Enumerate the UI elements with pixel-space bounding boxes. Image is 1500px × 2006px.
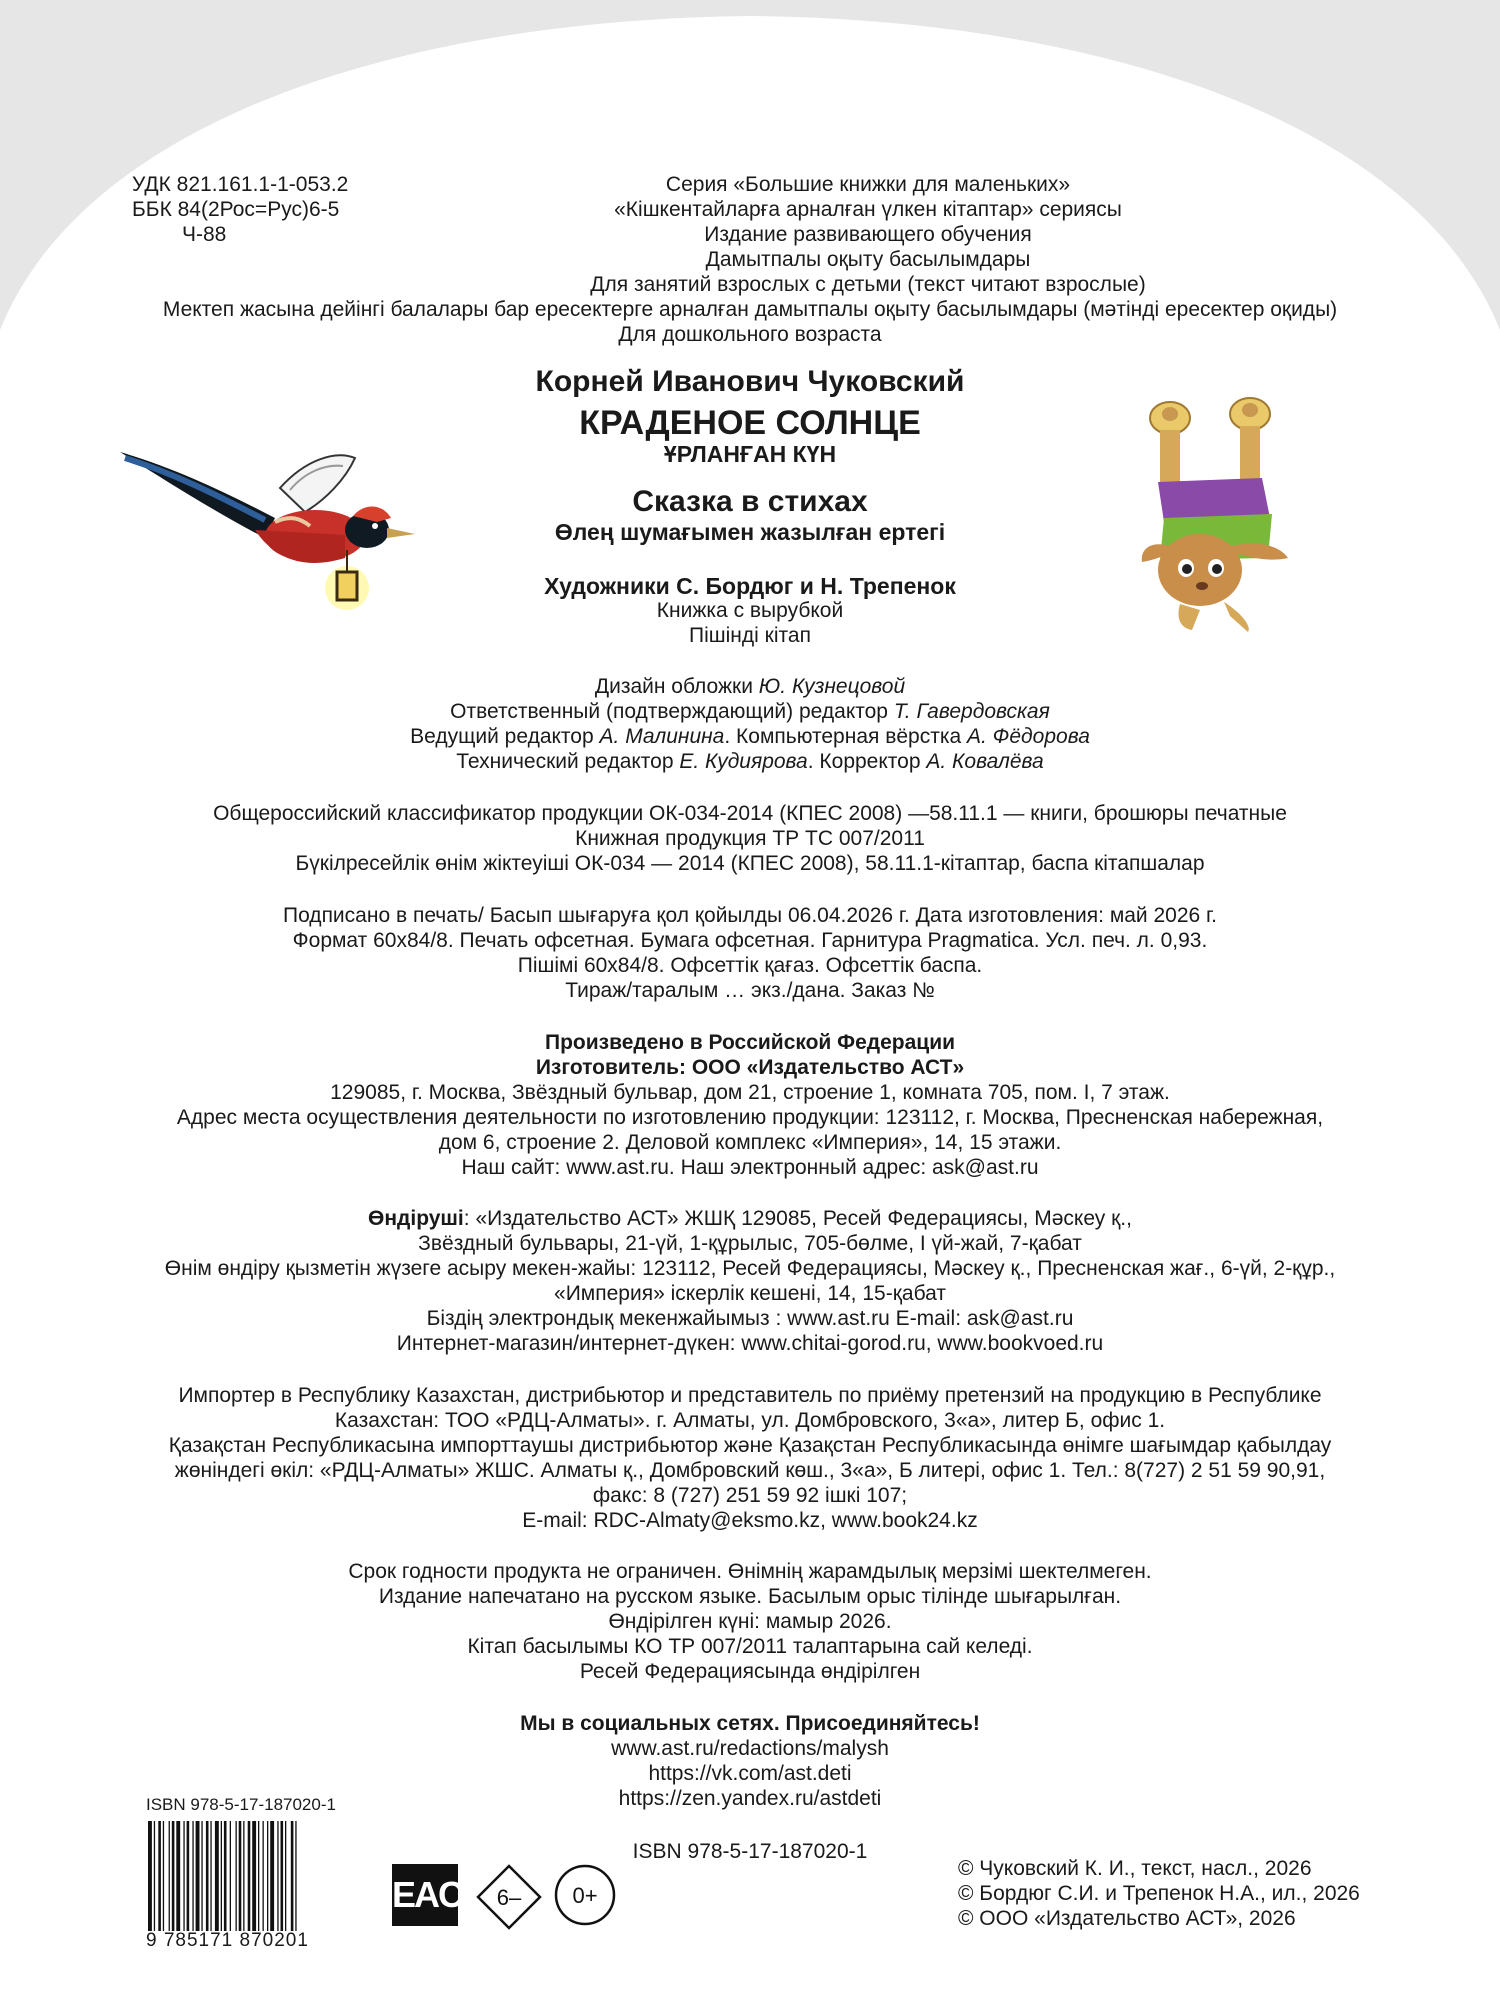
- series-line: Для дошкольного возраста: [618, 323, 882, 346]
- udk-code: УДК 821.161.1-1-053.2: [132, 173, 349, 196]
- age-circle-icon: [554, 1864, 616, 1926]
- series-line: Серия «Большие книжки для маленьких»: [665, 173, 1071, 196]
- credit-line: Дизайн обложки Ю. Кузнецовой: [594, 675, 906, 698]
- importer-line: E-mail: RDC-Almaty@eksmo.kz, www.book24.kz: [522, 1509, 978, 1532]
- copyright-line: © ООО «Издательство АСТ», 2026: [958, 1907, 1296, 1930]
- manufacturer-line: 129085, г. Москва, Звёздный бульвар, дом 21, строение 1, комната 705, пом. I, 7 этаж.: [330, 1081, 1170, 1104]
- book-title-kz: ҰРЛАНҒАН КҮН: [663, 441, 837, 467]
- print-line: Подписано в печать/ Басып шығаруға қол қойылды 06.04.2026 г. Дата изготовления: май 2026 г.: [283, 904, 1217, 927]
- author-mark: Ч-88: [182, 223, 227, 246]
- copyright-line: © Чуковский К. И., текст, насл., 2026: [958, 1857, 1312, 1880]
- shelf-line: Ресей Федерациясында өндірілген: [579, 1660, 921, 1683]
- manufacturer-name: Изготовитель: ООО «Издательство АСТ»: [535, 1056, 965, 1079]
- bbk-code: ББК 84(2Рос=Рус)6-5: [132, 198, 340, 221]
- format-kz: Пішінді кітап: [689, 624, 811, 647]
- series-line: «Кішкентайларға арналған үлкен кітаптар» сериясы: [614, 198, 1122, 221]
- barcode-digits: 9 785171 870201: [146, 1930, 309, 1951]
- series-line: Дамытпалы оқыту басылымдары: [705, 248, 1031, 271]
- age-mark-6: 6–: [496, 1885, 522, 1910]
- print-line: Тираж/таралым … экз./дана. Заказ №: [565, 979, 935, 1002]
- importer-line: жөніндегі өкіл: «РДЦ-Алматы» ЖШС. Алматы қ., Домбровский көш., 3«а», Б литері, офис 1. Тел.: 8(727) 2 51 59 90,91,: [174, 1459, 1326, 1482]
- barcode: [146, 1795, 350, 1951]
- classifier-line: Книжная продукция ТР ТС 007/2011: [575, 827, 925, 850]
- book-subtitle-kz: Өлең шумағымен жазылған ертегі: [554, 519, 946, 545]
- kz-maker-line: Өндіруші: «Издательство АСТ» ЖШҚ 129085, Ресей Федерациясы, Мәскеу қ.,: [368, 1207, 1132, 1230]
- author-name: Корней Иванович Чуковский: [535, 365, 965, 398]
- credit-line: Технический редактор Е. Кудиярова. Корректор А. Ковалёва: [456, 750, 1044, 773]
- social-link[interactable]: https://zen.yandex.ru/astdeti: [618, 1787, 882, 1810]
- age-diamond-icon: [476, 1864, 542, 1930]
- series-line: Издание развивающего обучения: [704, 223, 1032, 246]
- eac-mark: EAC: [392, 1864, 458, 1926]
- credit-line: Ответственный (подтверждающий) редактор Т. Гавердовская: [450, 700, 1050, 723]
- format-ru: Книжка с вырубкой: [656, 599, 844, 622]
- shelf-line: Срок годности продукта не ограничен. Өнімнің жарамдылық мерзімі шектелмеген.: [348, 1560, 1152, 1583]
- kz-maker-line: Звёздный бульвары, 21-үй, 1-құрылыс, 705-бөлме, I үй-жай, 7-қабат: [418, 1232, 1082, 1255]
- book-title: КРАДЕНОЕ СОЛНЦЕ: [579, 404, 921, 442]
- series-line: Мектеп жасына дейінгі балалары бар ересектерге арналған дамытпалы оқыту басылымдары (мәтінді ересектер оқиды): [162, 298, 1338, 321]
- classifier-line: Бүкілресейлік өнім жіктеуіші ОК-034 — 2014 (КПЕС 2008), 58.11.1-кітаптар, баспа кітапшалар: [295, 852, 1205, 875]
- classifier-line: Общероссийский классификатор продукции ОК-034-2014 (КПЕС 2008) —58.11.1 — книги, брошюры печатные: [213, 802, 1287, 825]
- hare-illustration: [1120, 390, 1310, 635]
- social-link[interactable]: https://vk.com/ast.deti: [648, 1762, 852, 1785]
- social-heading: Мы в социальных сетях. Присоединяйтесь!: [520, 1712, 980, 1735]
- manufacturer-line: Наш сайт: www.ast.ru. Наш электронный адрес: ask@ast.ru: [461, 1156, 1039, 1179]
- made-in: Произведено в Российской Федерации: [544, 1031, 956, 1054]
- isbn-center: ISBN 978-5-17-187020-1: [632, 1840, 868, 1863]
- manufacturer-line: Адрес места осуществления деятельности по изготовлению продукции: 123112, г. Москва, Пресненская набережная,: [176, 1106, 1324, 1129]
- importer-line: Импортер в Республику Казахстан, дистрибьютор и представитель по приёму претензий на продукцию в Республике: [178, 1384, 1322, 1407]
- credit-line: Ведущий редактор А. Малинина. Компьютерная вёрстка А. Фёдорова: [410, 725, 1090, 748]
- print-line: Формат 60x84/8. Печать офсетная. Бумага офсетная. Гарнитура Pragmatica. Усл. печ. л. 0,93.: [292, 929, 1208, 952]
- illustrators: Художники С. Бордюг и Н. Трепенок: [544, 573, 956, 599]
- kz-maker-line: Біздің электрондық мекенжайымыз : www.ast.ru E-mail: ask@ast.ru: [426, 1307, 1074, 1330]
- book-subtitle: Сказка в стихах: [632, 485, 868, 518]
- importer-line: Казахстан: ТОО «РДЦ-Алматы». г. Алматы, ул. Домбровского, 3«а», литер Б, офис 1.: [334, 1409, 1166, 1432]
- social-link[interactable]: www.ast.ru/redactions/malysh: [611, 1737, 889, 1760]
- magpie-illustration: [115, 440, 425, 610]
- importer-line: факс: 8 (727) 251 59 92 ішкі 107;: [592, 1484, 908, 1507]
- barcode-isbn: ISBN 978-5-17-187020-1: [146, 1795, 336, 1814]
- print-line: Пішімі 60x84/8. Офсеттік қағаз. Офсеттік баспа.: [517, 954, 983, 977]
- kz-maker-line: «Империя» іскерлік кешені, 14, 15-қабат: [554, 1282, 946, 1305]
- age-mark-0: 0+: [572, 1883, 598, 1908]
- kz-maker-line: Интернет-магазин/интернет-дүкен: www.chitai-gorod.ru, www.bookvoed.ru: [396, 1332, 1104, 1355]
- importer-line: Қазақстан Республикасына импорттаушы дистрибьютор және Қазақстан Республикасында өнімге шағымдар қабылдау: [168, 1434, 1332, 1457]
- copyright-line: © Бордюг С.И. и Трепенок Н.А., ил., 2026: [958, 1882, 1360, 1905]
- manufacturer-line: дом 6, строение 2. Деловой комплекс «Империя», 14, 15 этажи.: [438, 1131, 1062, 1154]
- kz-maker-line: Өнім өндіру қызметін жүзеге асыру мекен-жайы: 123112, Ресей Федерациясы, Мәскеу қ., Пресненская жағ., 6-үй, 2-құр.,: [164, 1257, 1336, 1280]
- shelf-line: Өндірілген күні: мамыр 2026.: [608, 1610, 892, 1633]
- series-line: Для занятий взрослых с детьми (текст читают взрослые): [590, 273, 1146, 296]
- shelf-line: Издание напечатано на русском языке. Басылым орыс тілінде шығарылған.: [378, 1585, 1122, 1608]
- shelf-line: Кітап басылымы КО ТР 007/2011 талаптарына сай келеді.: [467, 1635, 1033, 1658]
- barcode-bars: [146, 1821, 350, 1931]
